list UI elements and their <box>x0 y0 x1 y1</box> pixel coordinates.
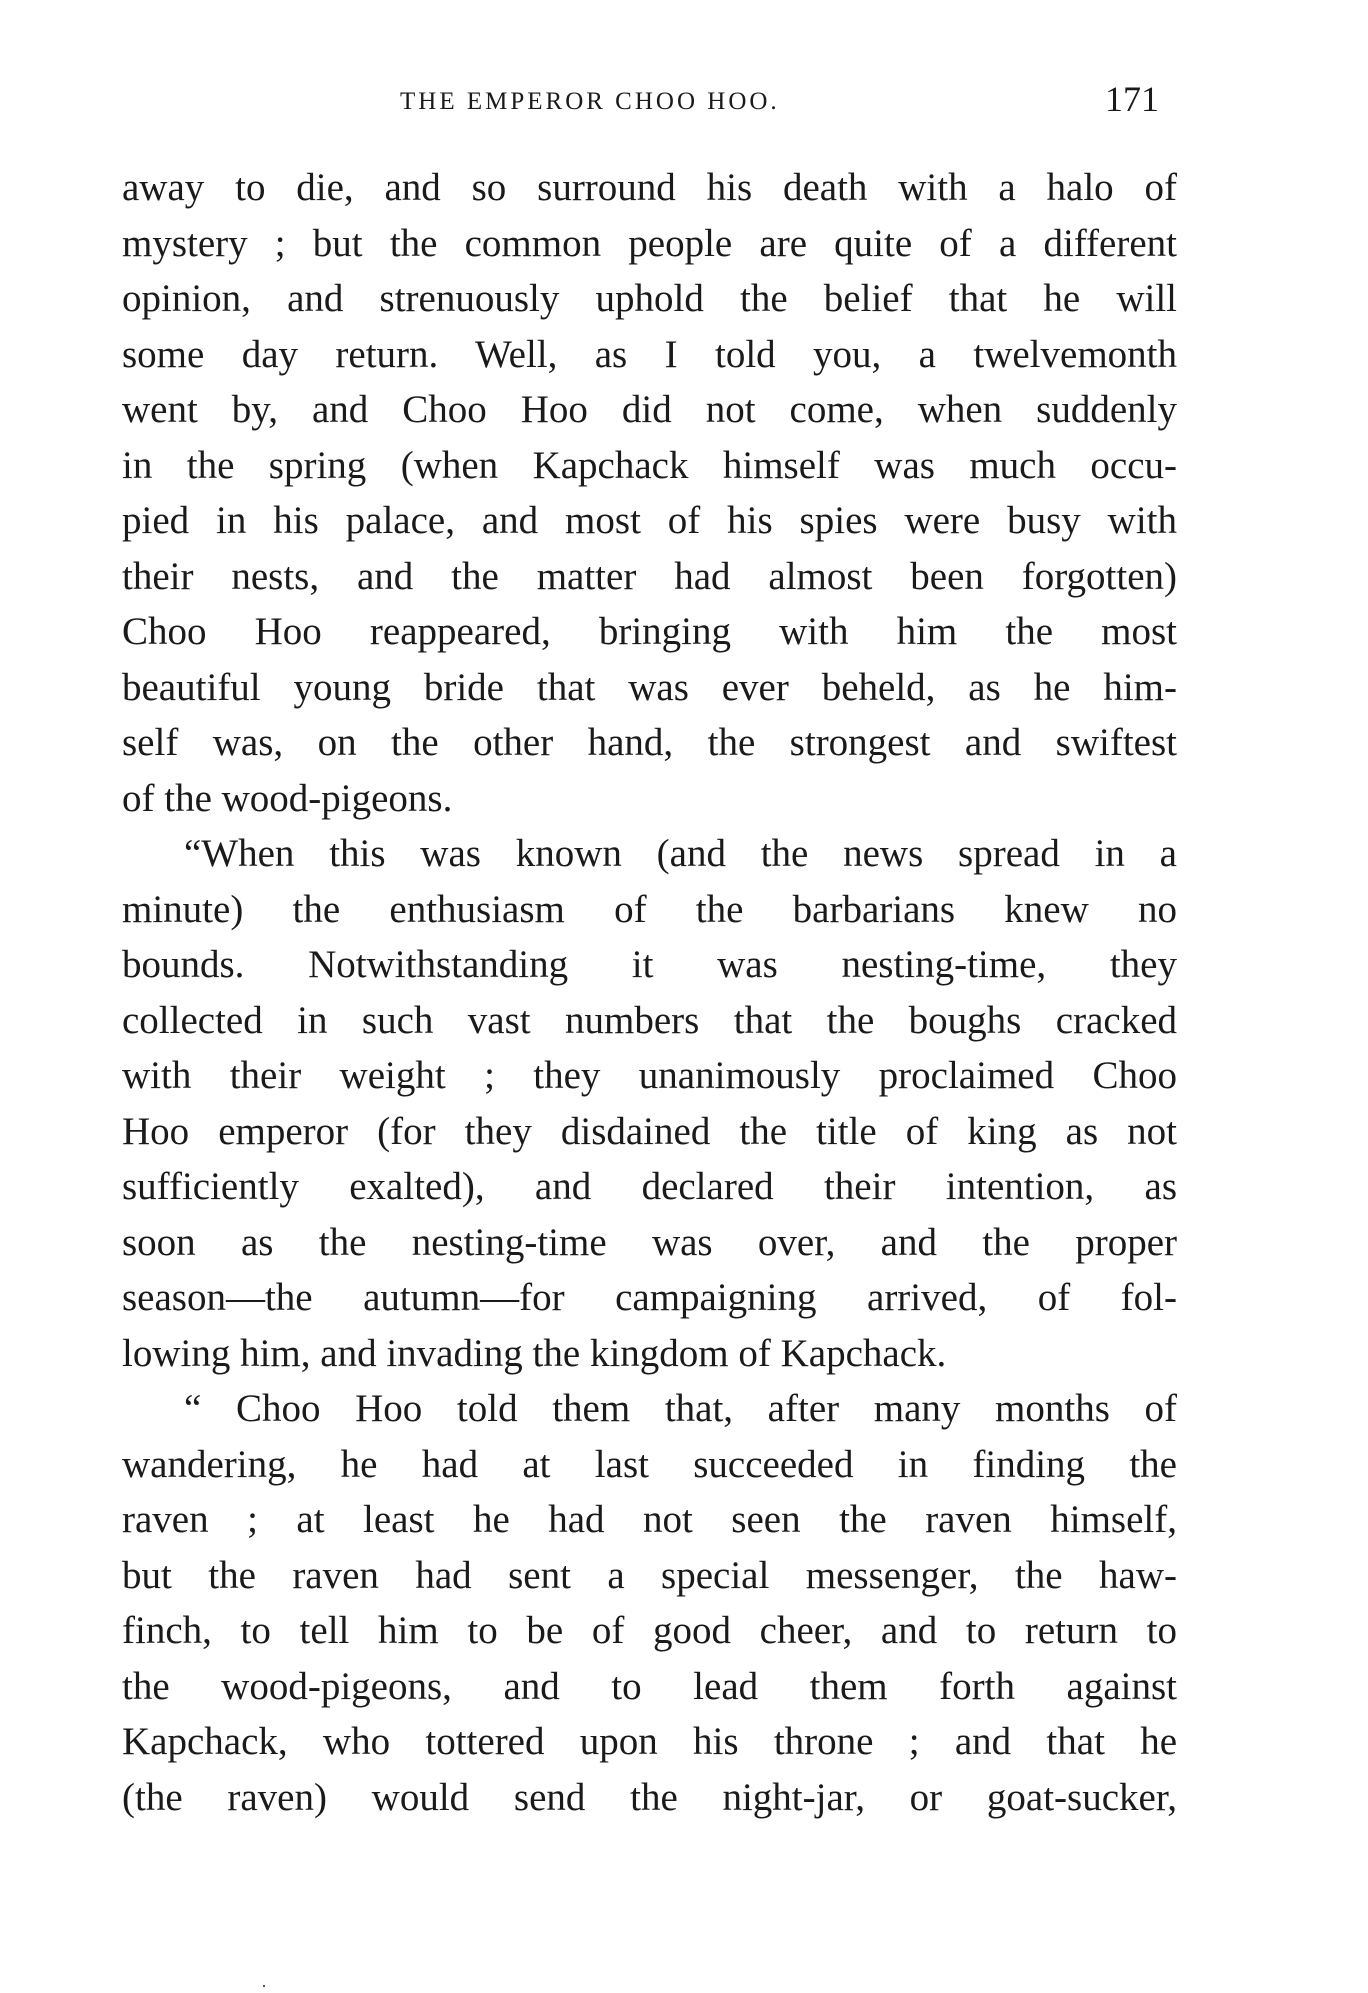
text-line: with their weight ; they unanimously proclaimed Choo <box>122 1054 1177 1097</box>
text-line: season—the autumn—for campaigning arrived, of fol- <box>122 1276 1177 1319</box>
text-line: opinion, and strenuously uphold the belief that he will <box>122 277 1177 320</box>
text-line: beautiful young bride that was ever beheld, as he him- <box>122 665 1177 709</box>
text-line: the wood-pigeons, and to lead them forth against <box>122 1664 1177 1708</box>
text-line: Choo Hoo reappeared, bringing with him the most <box>122 610 1177 653</box>
text-line: pied in his palace, and most of his spies were busy with <box>122 499 1177 542</box>
text-line: Hoo emperor (for they disdained the title of king as not <box>122 1109 1177 1153</box>
text-line: wandering, he had at last succeeded in finding the <box>122 1442 1177 1486</box>
text-line: soon as the nesting-time was over, and the proper <box>122 1220 1177 1264</box>
page-number: 171 <box>1105 79 1159 119</box>
text-line: (the raven) would send the night-jar, or goat-sucker, <box>122 1775 1177 1819</box>
text-line: Kapchack, who tottered upon his throne ; and that he <box>122 1720 1177 1763</box>
text-line: minute) the enthusiasm of the barbarians knew no <box>122 887 1177 931</box>
text-line: in the spring (when Kapchack himself was much occu- <box>122 443 1177 487</box>
text-line: “When this was known (and the news spread in a <box>184 832 1177 875</box>
text-line: went by, and Choo Hoo did not come, when suddenly <box>122 388 1177 431</box>
text-line: collected in such vast numbers that the boughs cracked <box>122 998 1177 1042</box>
text-line: of the wood-pigeons. <box>122 776 453 820</box>
text-line: mystery ; but the common people are quite of a different <box>122 221 1177 265</box>
text-line: but the raven had sent a special messenger, the haw- <box>122 1553 1177 1597</box>
text-line: some day return. Well, as I told you, a twelvemonth <box>122 332 1177 376</box>
text-line: raven ; at least he had not seen the raven himself, <box>122 1498 1177 1541</box>
text-line: finch, to tell him to be of good cheer, and to return to <box>122 1609 1177 1652</box>
text-line: bounds. Notwithstanding it was nesting-time, they <box>122 943 1177 986</box>
text-line: away to die, and so surround his death with a halo of <box>122 166 1177 209</box>
running-head: THE EMPEROR CHOO HOO. <box>400 88 780 115</box>
print-speck <box>263 1985 265 1987</box>
text-line: their nests, and the matter had almost been forgotten) <box>122 554 1177 598</box>
body-text <box>122 160 1177 1825</box>
text-line: lowing him, and invading the kingdom of Kapchack. <box>122 1331 947 1375</box>
text-line: self was, on the other hand, the strongest and swiftest <box>122 721 1177 764</box>
text-line: “ Choo Hoo told them that, after many months of <box>184 1387 1177 1430</box>
text-line: sufficiently exalted), and declared their intention, as <box>122 1165 1177 1208</box>
